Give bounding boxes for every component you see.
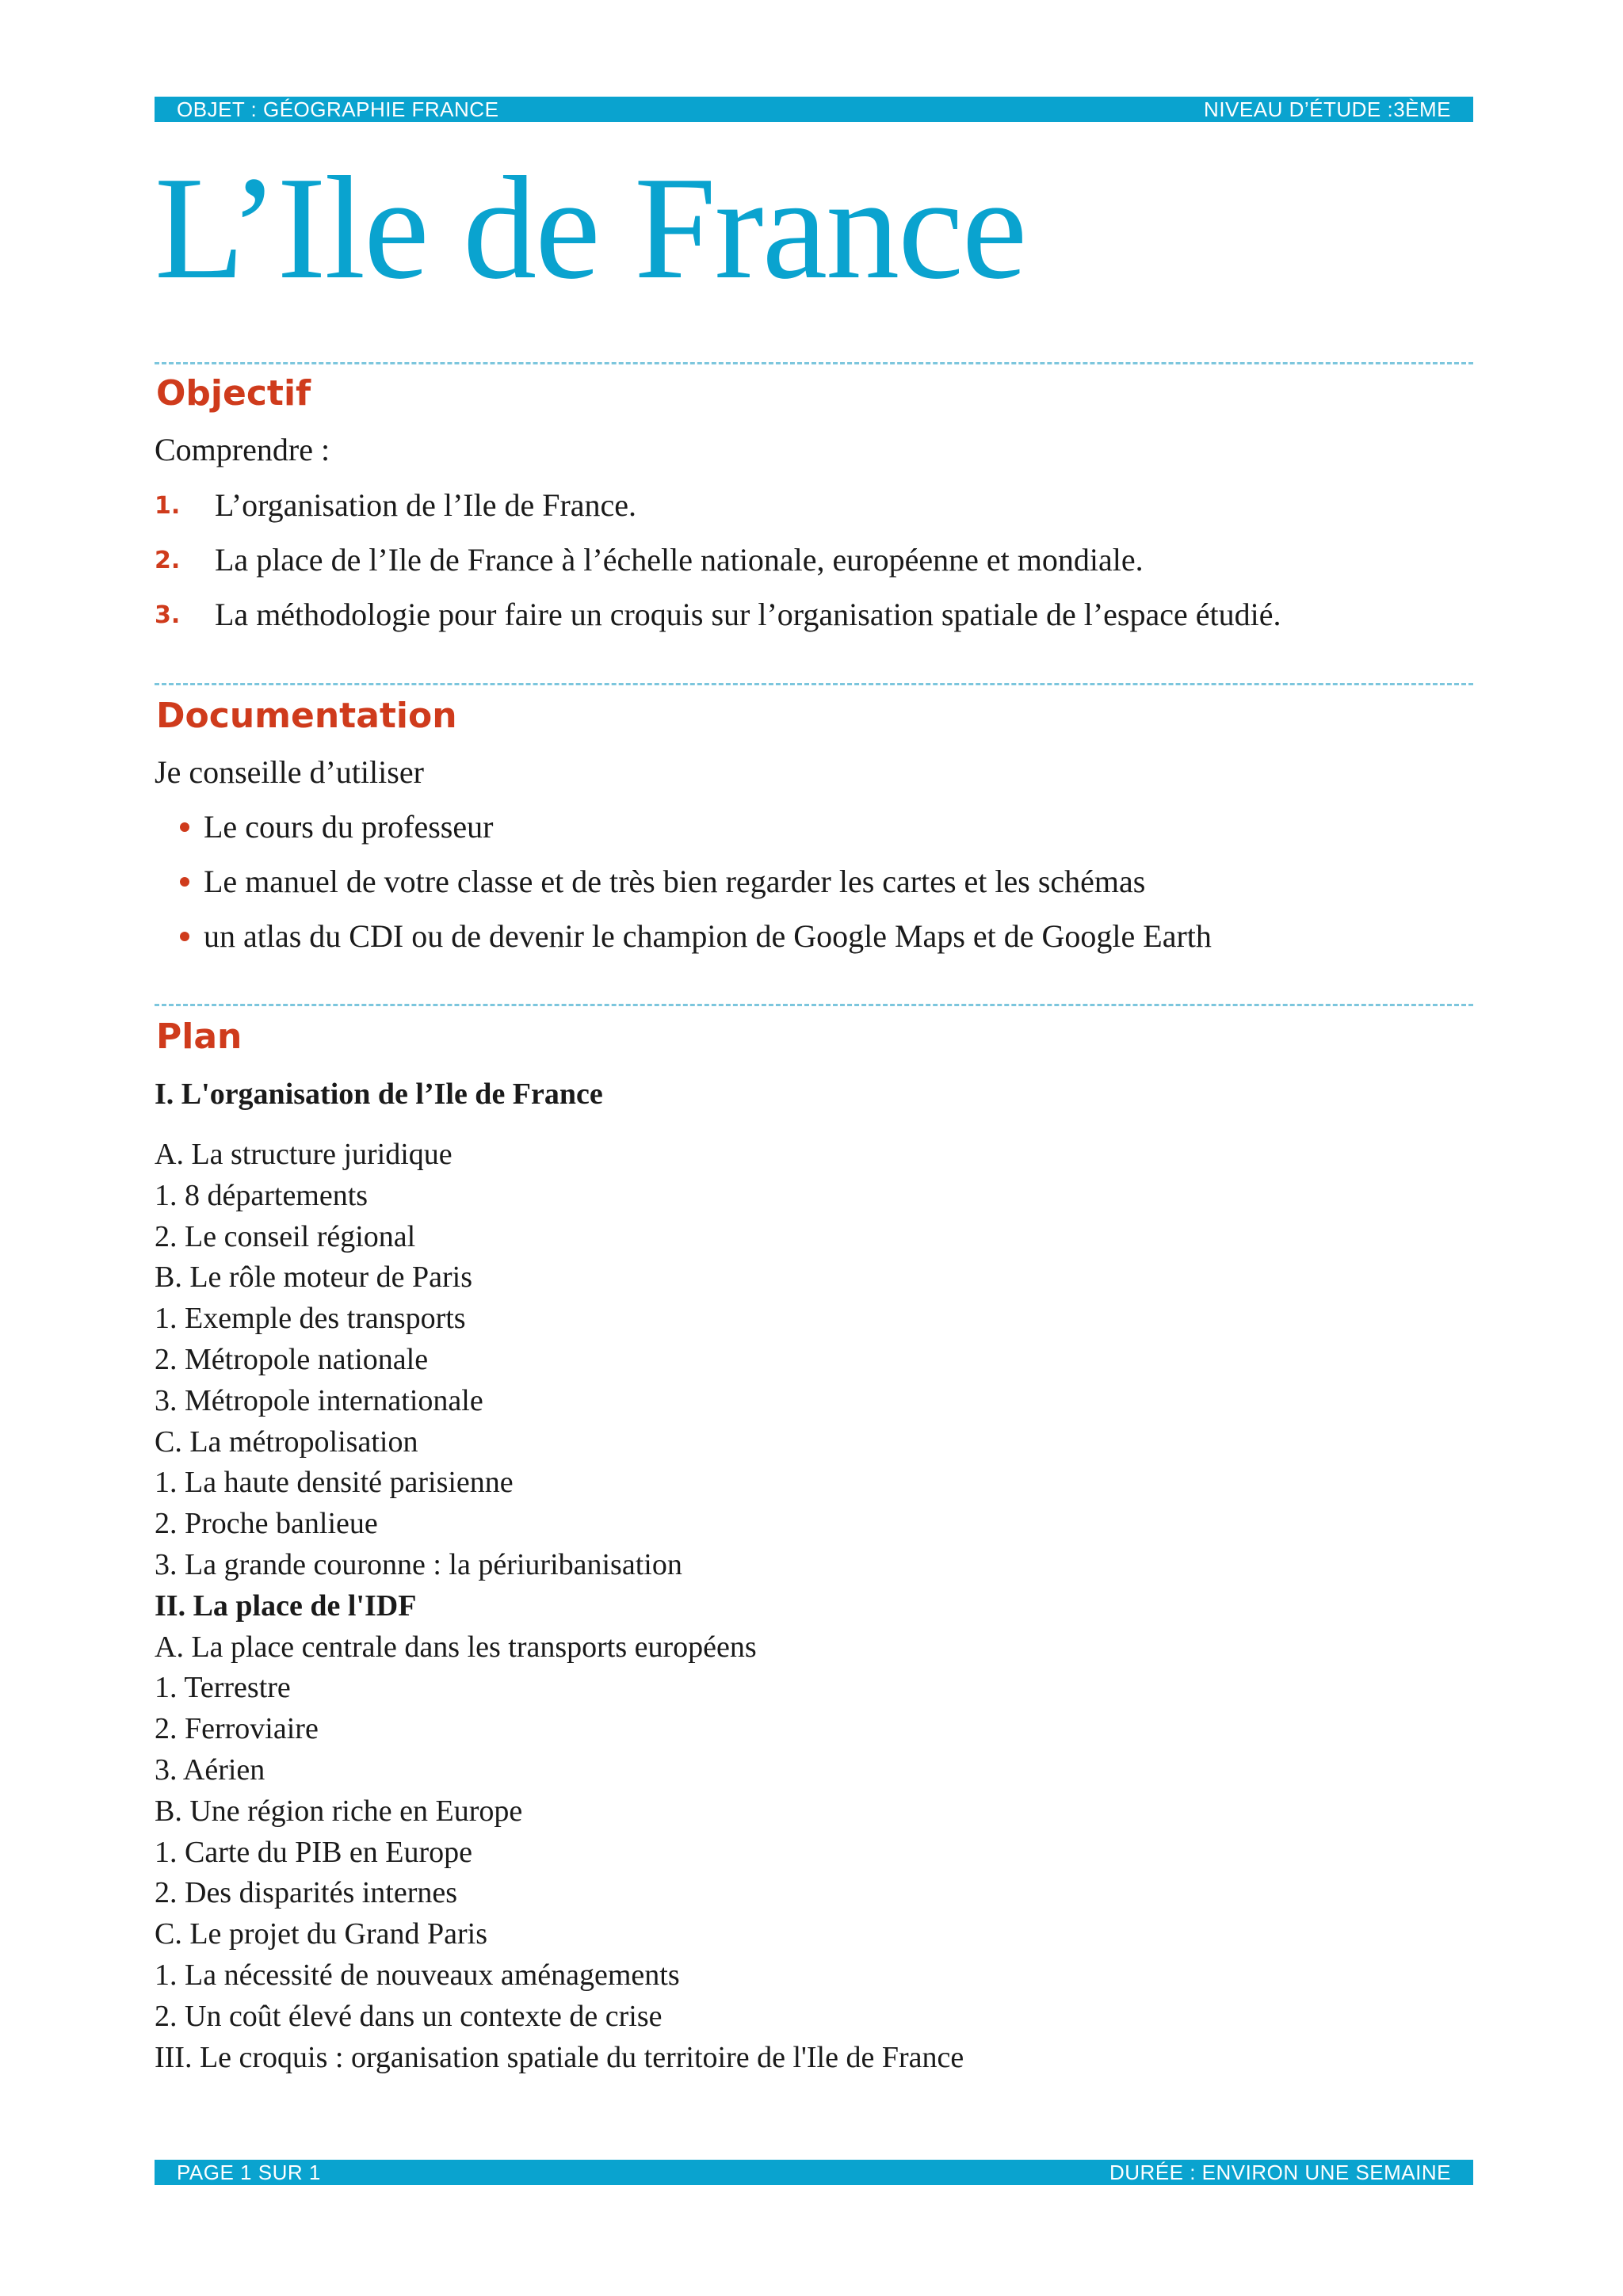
bullet-icon: [180, 877, 189, 887]
plan-line: C. La métropolisation: [155, 1425, 418, 1459]
plan-outline: [155, 1135, 964, 2078]
header-band: [155, 97, 1473, 122]
plan-part-heading: I. L'organisation de l’Ile de France: [155, 1077, 603, 1111]
list-number: 3.: [155, 601, 181, 629]
list-item-text: L’organisation de l’Ile de France.: [215, 487, 637, 523]
plan-line: 2. Métropole nationale: [155, 1342, 429, 1376]
documentation-list: [178, 811, 1212, 975]
list-item-text: un atlas du CDI ou de devenir le champion de Google Maps et de Google Earth: [204, 918, 1212, 954]
page-title: L’Ile de France: [155, 147, 1026, 310]
plan-line: 2. Proche banlieue: [155, 1507, 378, 1541]
plan-line: 1. La nécessité de nouveaux aménagements: [155, 1958, 680, 1992]
list-item-text: Le cours du professeur: [204, 809, 494, 845]
objectif-list: [155, 487, 1281, 654]
list-item: [178, 811, 1212, 866]
section-divider: [155, 362, 1473, 364]
plan-line: III. Le croquis : organisation spatiale du territoire de l'Ile de France: [155, 2040, 964, 2074]
list-number: 2.: [155, 547, 181, 574]
list-item: [155, 599, 1281, 654]
plan-line: B. Le rôle moteur de Paris: [155, 1261, 473, 1295]
list-item: [178, 866, 1212, 921]
documentation-intro: Je conseille d’utiliser: [155, 754, 424, 790]
list-item: [155, 544, 1281, 599]
footer-duration: DURÉE : ENVIRON UNE SEMAINE: [1109, 2160, 1451, 2184]
plan-line: 2. Des disparités internes: [155, 1876, 458, 1910]
bullet-icon: [180, 932, 189, 941]
list-item: [155, 487, 1281, 544]
list-item-text: Le manuel de votre classe et de très bien regarder les cartes et les schémas: [204, 864, 1146, 899]
plan-line: 2. Un coût élevé dans un contexte de crise: [155, 1999, 663, 2033]
plan-line: A. La place centrale dans les transports européens: [155, 1630, 757, 1664]
header-level: NIVEAU D’ÉTUDE :3ÈME: [1204, 97, 1451, 121]
plan-line: A. La structure juridique: [155, 1138, 453, 1171]
objectif-intro: Comprendre :: [155, 432, 330, 467]
header-subject: OBJET : GÉOGRAPHIE FRANCE: [177, 97, 499, 121]
plan-line: 3. Aérien: [155, 1753, 265, 1787]
plan-line: 1. Terrestre: [155, 1671, 291, 1705]
plan-line: C. Le projet du Grand Paris: [155, 1917, 488, 1951]
objectif-heading: Objectif: [156, 373, 311, 414]
plan-heading: Plan: [156, 1016, 242, 1057]
plan-line: 1. La haute densité parisienne: [155, 1466, 514, 1500]
plan-line: B. Une région riche en Europe: [155, 1794, 523, 1828]
list-number: 1.: [155, 492, 181, 520]
list-item-text: La place de l’Ile de France à l’échelle nationale, européenne et mondiale.: [215, 542, 1144, 578]
plan-line: 1. 8 départements: [155, 1178, 369, 1212]
plan-line: 2. Ferroviaire: [155, 1712, 319, 1746]
footer-page-number: PAGE 1 SUR 1: [177, 2160, 321, 2184]
plan-line: 3. Métropole internationale: [155, 1383, 483, 1417]
section-divider: [155, 683, 1473, 685]
documentation-heading: Documentation: [156, 696, 457, 736]
section-divider: [155, 1004, 1473, 1006]
list-item: [178, 918, 1212, 975]
footer-band: [155, 2160, 1473, 2185]
plan-line: 1. Exemple des transports: [155, 1302, 466, 1336]
bullet-icon: [180, 822, 189, 832]
plan-line: 1. Carte du PIB en Europe: [155, 1835, 473, 1869]
plan-part-heading: II. La place de l'IDF: [155, 1589, 417, 1623]
plan-line: 3. La grande couronne : la périuribanisation: [155, 1547, 682, 1581]
plan-line: 2. Le conseil régional: [155, 1219, 416, 1253]
list-item-text: La méthodologie pour faire un croquis sur l’organisation spatiale de l’espace étudié.: [215, 597, 1281, 632]
